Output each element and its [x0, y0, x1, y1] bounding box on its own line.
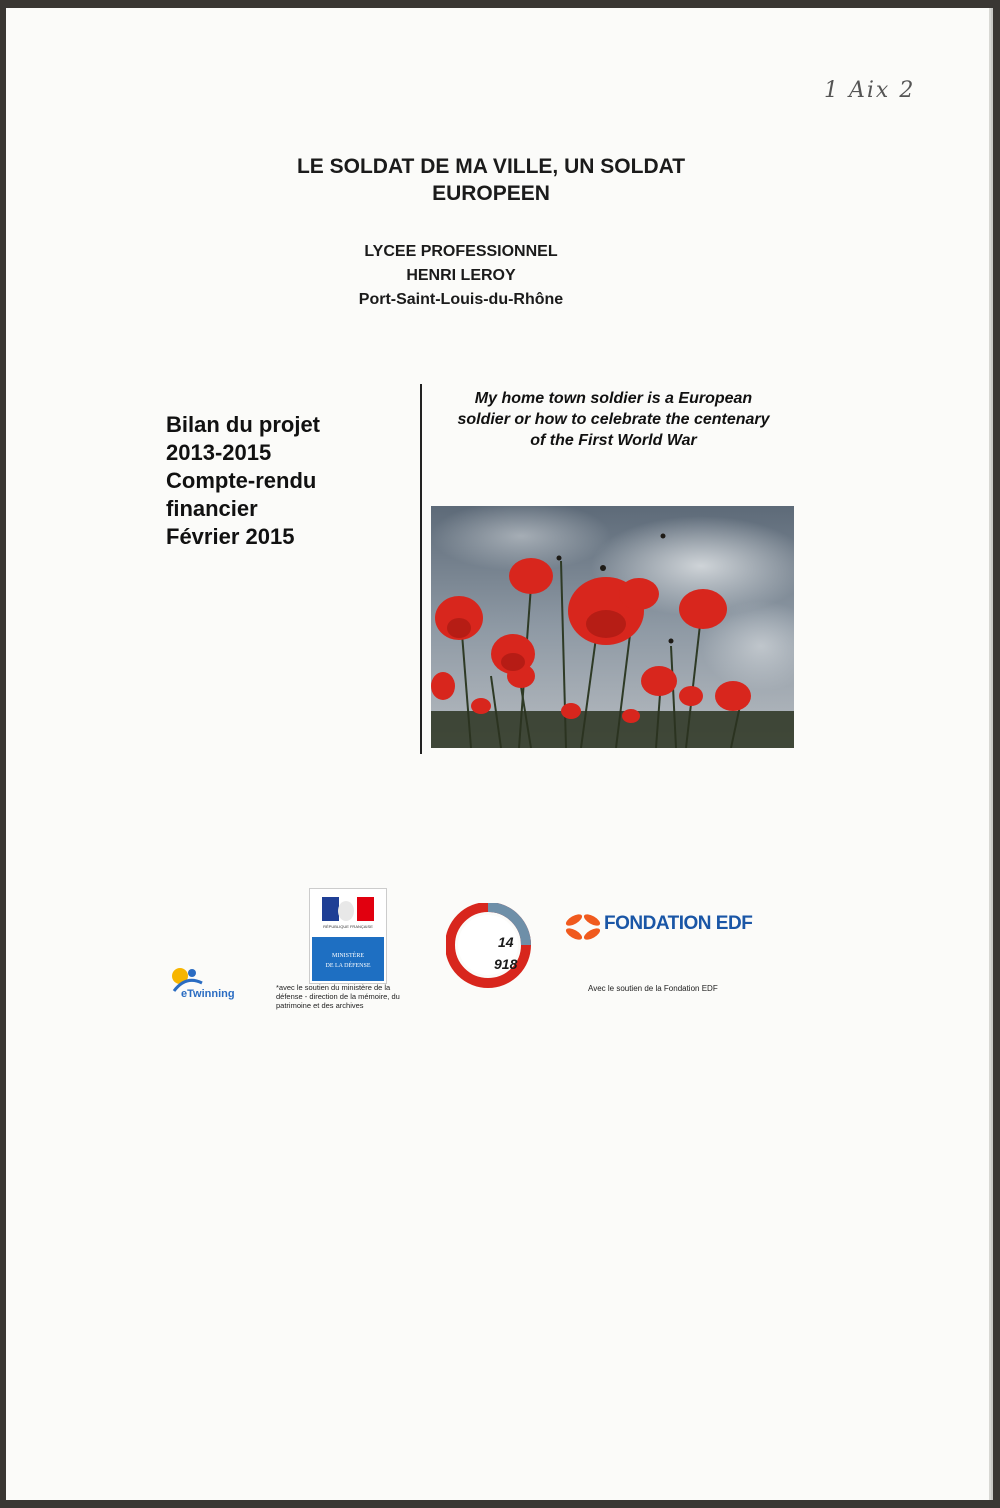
svg-text:918: 918 — [494, 956, 518, 972]
school-line-2: HENRI LEROY — [406, 267, 516, 284]
etwinning-label: eTwinning — [181, 988, 235, 1000]
title-line-2: EUROPEEN — [432, 182, 550, 205]
report-line-4: financier — [166, 496, 258, 521]
project-title-line-1: My home town soldier is a European — [474, 390, 753, 407]
svg-text:MINISTÈRE: MINISTÈRE — [332, 953, 364, 959]
handwritten-reference: 1 Aix 2 — [824, 78, 916, 103]
ministere-defense-logo — [309, 888, 387, 984]
svg-text:DE LA DÉFENSE: DE LA DÉFENSE — [325, 963, 371, 969]
edf-caption: Avec le soutien de la Fondation EDF — [588, 984, 718, 993]
bleed-through-text — [163, 168, 763, 1018]
ministere-caption: *avec le soutien du ministère de la défense - direction de la mémoire, du patrimoine et des archives — [276, 983, 400, 1010]
project-title-line-3: of the First World War — [530, 432, 697, 449]
centenaire-logo — [446, 903, 531, 988]
document-page — [6, 8, 989, 1500]
svg-text:14: 14 — [498, 934, 514, 950]
svg-text:CENTENAIRE: CENTENAIRE — [461, 913, 491, 957]
school-line-1: LYCEE PROFESSIONNEL — [364, 243, 558, 260]
report-line-2: 2013-2015 — [166, 440, 272, 465]
school-city: Port-Saint-Louis-du-Rhône — [358, 291, 564, 308]
report-line-3: Compte-rendu — [166, 468, 317, 493]
svg-text:RÉPUBLIQUE FRANÇAISE: RÉPUBLIQUE FRANÇAISE — [323, 924, 373, 929]
title-line-1: LE SOLDAT DE MA VILLE, UN SOLDAT — [296, 155, 686, 178]
report-line-5: Février 2015 — [166, 524, 295, 549]
fondation-edf-name: FONDATION EDF — [604, 913, 753, 934]
project-title-line-2: soldier or how to celebrate the centenary — [457, 411, 770, 428]
report-line-1: Bilan du projet — [166, 412, 320, 437]
